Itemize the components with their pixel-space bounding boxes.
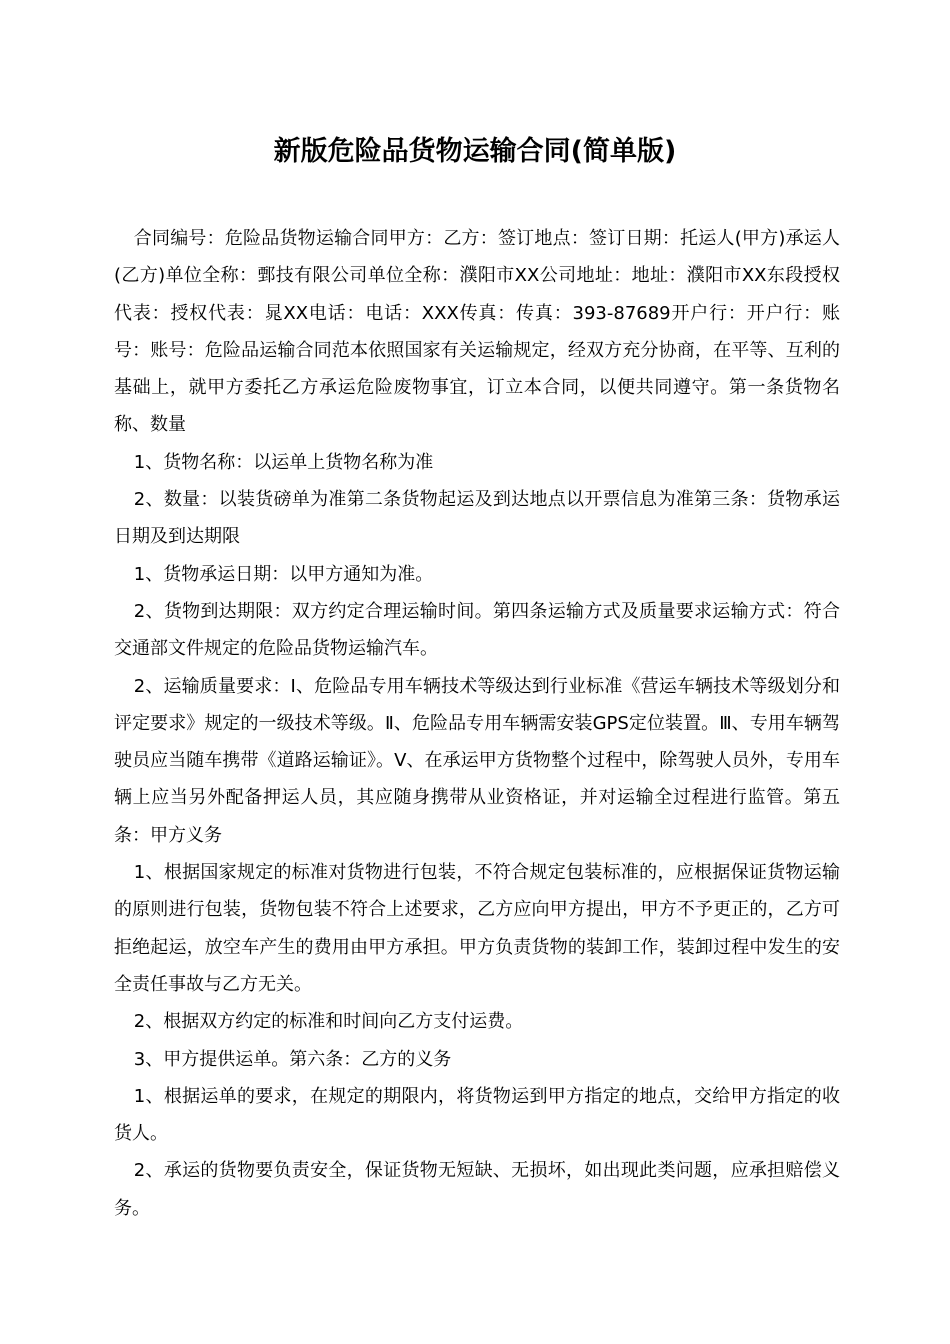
paragraph: 合同编号：危险品货物运输合同甲方：乙方：签订地点：签订日期：托运人(甲方)承运人(乙方)单位全称：鄄技有限公司单位全称：濮阳市XX公司地址：地址：濮阳市XX东段授权代表：授权代表：晁XX电话：电话：XXX传真：传真：393-87689开户行：开户行：账号：账号：危险品运输合同范本依照国家有关运输规定，经双方充分协商，在平等、互利的基础上，就甲方委托乙方承运危险废物事宜，订立本合同，以便共同遵守。第一条货物名称、数量 bbox=[114, 228, 840, 436]
paragraph: 2、货物到达期限：双方约定合理运输时间。第四条运输方式及质量要求运输方式：符合交通部文件规定的危险品货物运输汽车。 bbox=[114, 600, 840, 660]
document-body bbox=[114, 220, 840, 1227]
paragraph: 1、货物名称：以运单上货物名称为准 bbox=[133, 451, 434, 473]
paragraph: 1、根据国家规定的标准对货物进行包装，不符合规定包装标准的，应根据保证货物运输的原则进行包装，货物包装不符合上述要求，乙方应向甲方提出，甲方不予更正的，乙方可拒绝起运，放空车产生的费用由甲方承担。甲方负责货物的装卸工作，装卸过程中发生的安全责任事故与乙方无关。 bbox=[114, 862, 840, 995]
paragraph: 2、数量：以装货磅单为准第二条货物起运及到达地点以开票信息为准第三条：货物承运日期及到达期限 bbox=[114, 489, 840, 548]
paragraph: 1、根据运单的要求，在规定的期限内，将货物运到甲方指定的地点，交给甲方指定的收货人。 bbox=[114, 1085, 840, 1145]
paragraph: 3、甲方提供运单。第六条：乙方的义务 bbox=[133, 1048, 452, 1070]
paragraph: 2、运输质量要求：Ⅰ、危险品专用车辆技术等级达到行业标准《营运车辆技术等级划分和评定要求》规定的一级技术等级。Ⅱ、危险品专用车辆需安装GPS定位装置。Ⅲ、专用车辆驾驶员应当随车携带《道路运输证》。Ⅴ、在承运甲方货物整个过程中，除驾驶人员外，专用车辆上应当另外配备押运人员，其应随身携带从业资格证，并对运输全过程进行监管。第五条：甲方义务 bbox=[114, 675, 840, 846]
paragraph: 2、承运的货物要负责安全，保证货物无短缺、无损坏，如出现此类问题，应承担赔偿义务。 bbox=[114, 1160, 840, 1219]
document-title: 新版危险品货物运输合同(简单版) bbox=[273, 136, 677, 167]
paragraph: 1、货物承运日期：以甲方通知为准。 bbox=[133, 563, 434, 585]
paragraph: 2、根据双方约定的标准和时间向乙方支付运费。 bbox=[133, 1011, 524, 1033]
